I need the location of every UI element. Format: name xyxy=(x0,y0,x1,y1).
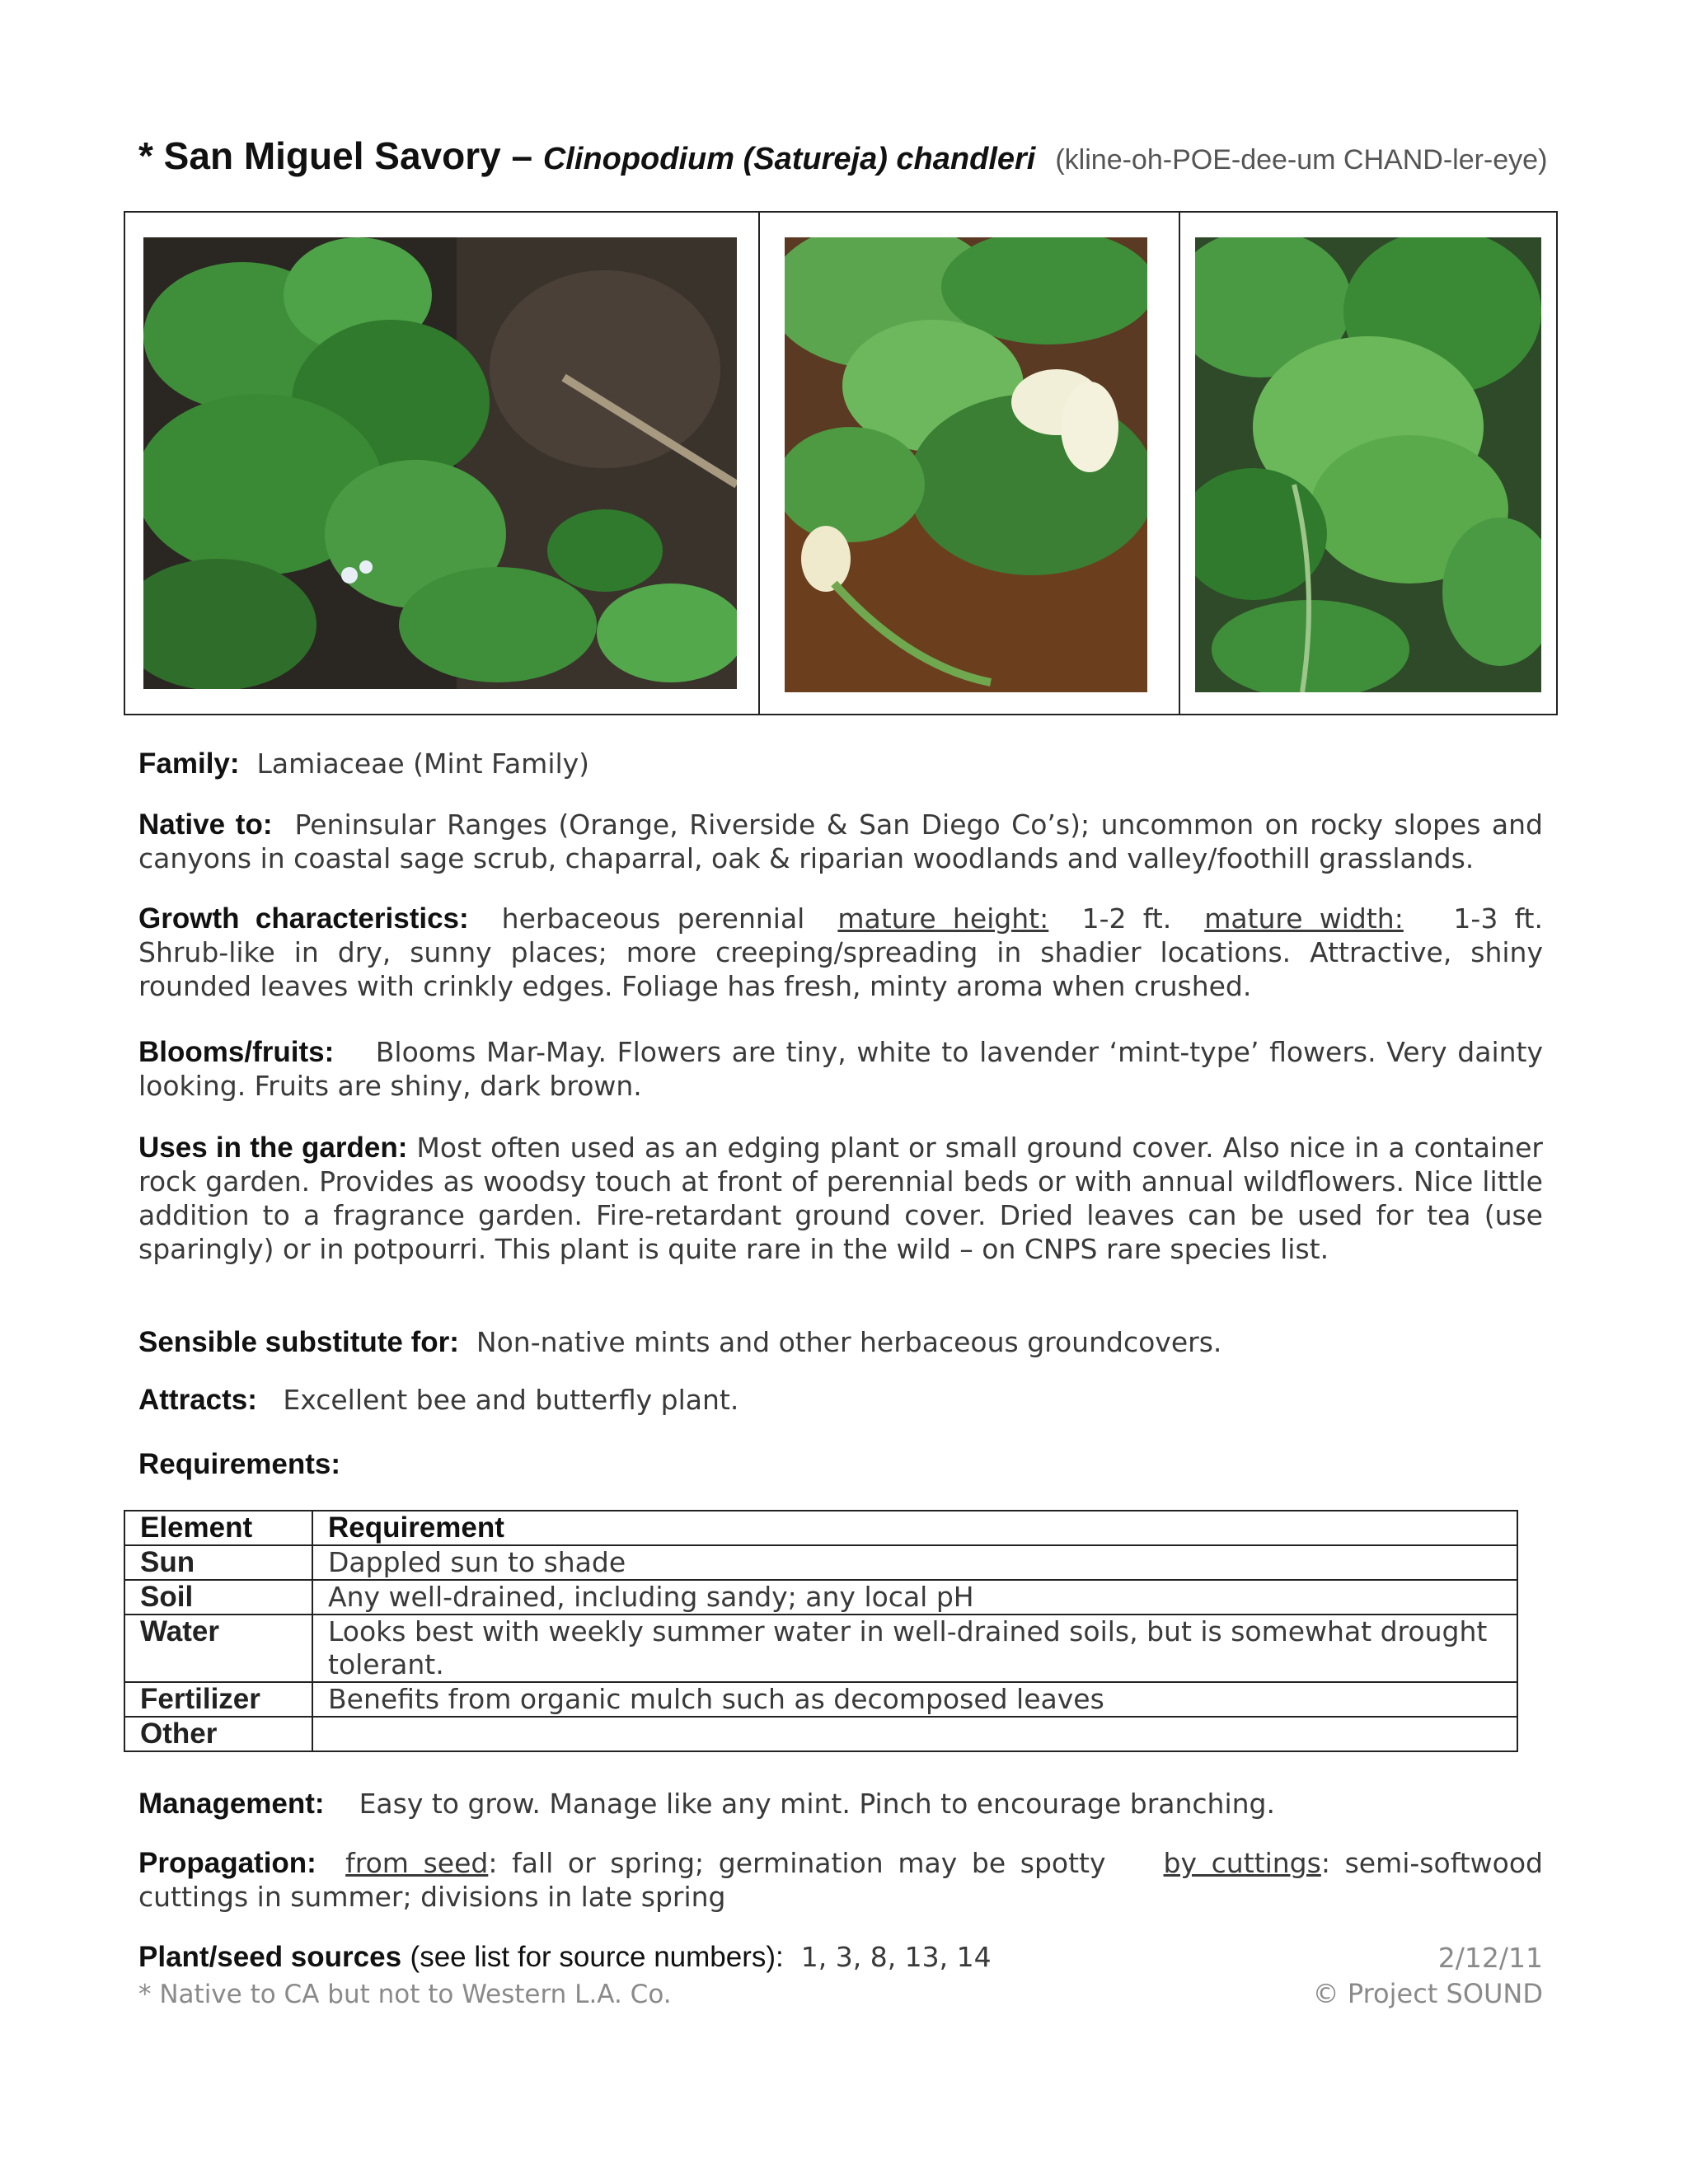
uses-text: Most often used as an edging plant or small ground cover. Also nice in a container rock garden. Provides as woodsy touch at front of perennial beds or with annual wildflowers. Nice little addition to a fragrance garden. Fire-retardant ground cover. Dried leaves can be used for tea (use sparingly) or in potpourri. This plant is quite rare in the wild – on CNPS rare species list. xyxy=(138,1132,1543,1265)
flower-photo-icon xyxy=(785,237,1147,692)
foliage-photo-icon xyxy=(1195,237,1541,692)
sheet-date: 2/12/11 xyxy=(1437,1942,1543,1974)
uses-label: Uses in the garden: xyxy=(138,1132,408,1164)
requirements-label: Requirements: xyxy=(138,1448,341,1480)
cuttings-text: : semi-softwood cuttings in summer; divisions in late spring xyxy=(138,1847,1543,1913)
copyright: © Project SOUND xyxy=(1312,1978,1543,2009)
photo-table xyxy=(124,211,1558,715)
cuttings-label: by cuttings xyxy=(1163,1847,1321,1879)
growth-section xyxy=(138,902,1543,1003)
row-element: Sun xyxy=(124,1545,312,1580)
sources-label: Plant/seed sources xyxy=(138,1941,402,1973)
blooms-section xyxy=(138,1035,1543,1103)
native-text: Peninsular Ranges (Orange, Riverside & San Diego Co’s); uncommon on rocky slopes and canyons in coastal sage scrub, chaparral, oak & riparian woodlands and valley/foothill grasslands. xyxy=(138,808,1543,874)
growth-habit: herbaceous perennial xyxy=(501,902,805,935)
page-title xyxy=(138,134,1548,178)
table-header-row xyxy=(124,1511,1517,1545)
height-value: 1-2 ft. xyxy=(1081,902,1172,935)
table-row xyxy=(124,1717,1517,1751)
row-element: Fertilizer xyxy=(124,1682,312,1717)
common-name: * San Miguel Savory xyxy=(138,134,501,177)
native-label: Native to: xyxy=(138,808,273,841)
propagation-label: Propagation: xyxy=(138,1847,316,1879)
width-value: 1-3 ft. xyxy=(1453,902,1543,935)
family-text: Lamiaceae (Mint Family) xyxy=(256,748,590,780)
photo-divider xyxy=(1179,213,1180,714)
scientific-name: Clinopodium (Satureja) chandleri xyxy=(542,142,1036,176)
uses-section xyxy=(138,1131,1543,1266)
row-element: Other xyxy=(124,1717,312,1751)
row-requirement: Dappled sun to shade xyxy=(312,1545,1517,1580)
substitute-label: Sensible substitute for: xyxy=(138,1326,459,1358)
requirements-table xyxy=(124,1510,1518,1752)
seed-text: : fall or spring; germination may be spotty xyxy=(488,1847,1106,1879)
column-header-requirement: Requirement xyxy=(312,1511,1517,1545)
substitute-section xyxy=(138,1325,1543,1359)
pronunciation: (kline-oh-POE-dee-um CHAND-ler-eye) xyxy=(1055,144,1548,176)
growth-text: Shrub-like in dry, sunny places; more creeping/spreading in shadier locations. Attractive, shiny rounded leaves with crinkly edges. Foliage has fresh, minty aroma when crushed. xyxy=(138,936,1543,1002)
requirements-heading xyxy=(138,1447,1543,1481)
native-section xyxy=(138,808,1543,875)
attracts-section xyxy=(138,1383,1543,1417)
family-label: Family: xyxy=(138,748,240,780)
height-label: mature height: xyxy=(837,902,1049,935)
management-text: Easy to grow. Manage like any mint. Pinch to encourage branching. xyxy=(359,1788,1275,1820)
propagation-section xyxy=(138,1846,1543,1914)
row-requirement xyxy=(312,1717,1517,1751)
row-requirement: Benefits from organic mulch such as decomposed leaves xyxy=(312,1682,1517,1717)
table-row xyxy=(124,1545,1517,1580)
table-row xyxy=(124,1682,1517,1717)
title-dash: – xyxy=(500,134,543,177)
attracts-text: Excellent bee and butterfly plant. xyxy=(283,1384,739,1416)
sources-numbers: 1, 3, 8, 13, 14 xyxy=(800,1941,992,1973)
management-section xyxy=(138,1787,1543,1821)
blooms-label: Blooms/fruits: xyxy=(138,1036,335,1068)
plant-photo-icon xyxy=(143,237,737,689)
growth-label: Growth characteristics: xyxy=(138,902,469,935)
row-requirement: Looks best with weekly summer water in well-drained soils, but is somewhat drought tolerant. xyxy=(312,1615,1517,1682)
family-section xyxy=(138,747,1543,780)
seed-label: from seed xyxy=(345,1847,489,1879)
sources-note: (see list for source numbers): xyxy=(410,1941,784,1973)
photo-divider xyxy=(758,213,760,714)
native-note: * Native to CA but not to Western L.A. Co. xyxy=(138,1980,672,2009)
substitute-text: Non-native mints and other herbaceous groundcovers. xyxy=(476,1326,1222,1358)
sources-section xyxy=(138,1940,1543,1974)
row-element: Soil xyxy=(124,1580,312,1615)
row-element: Water xyxy=(124,1615,312,1682)
table-row xyxy=(124,1580,1517,1615)
table-row xyxy=(124,1615,1517,1682)
width-label: mature width: xyxy=(1204,902,1404,935)
blooms-text: Blooms Mar-May. Flowers are tiny, white to lavender ‘mint-type’ flowers. Very dainty looking. Fruits are shiny, dark brown. xyxy=(138,1036,1543,1102)
row-requirement: Any well-drained, including sandy; any local pH xyxy=(312,1580,1517,1615)
column-header-element: Element xyxy=(124,1511,312,1545)
attracts-label: Attracts: xyxy=(138,1384,257,1416)
management-label: Management: xyxy=(138,1788,325,1820)
